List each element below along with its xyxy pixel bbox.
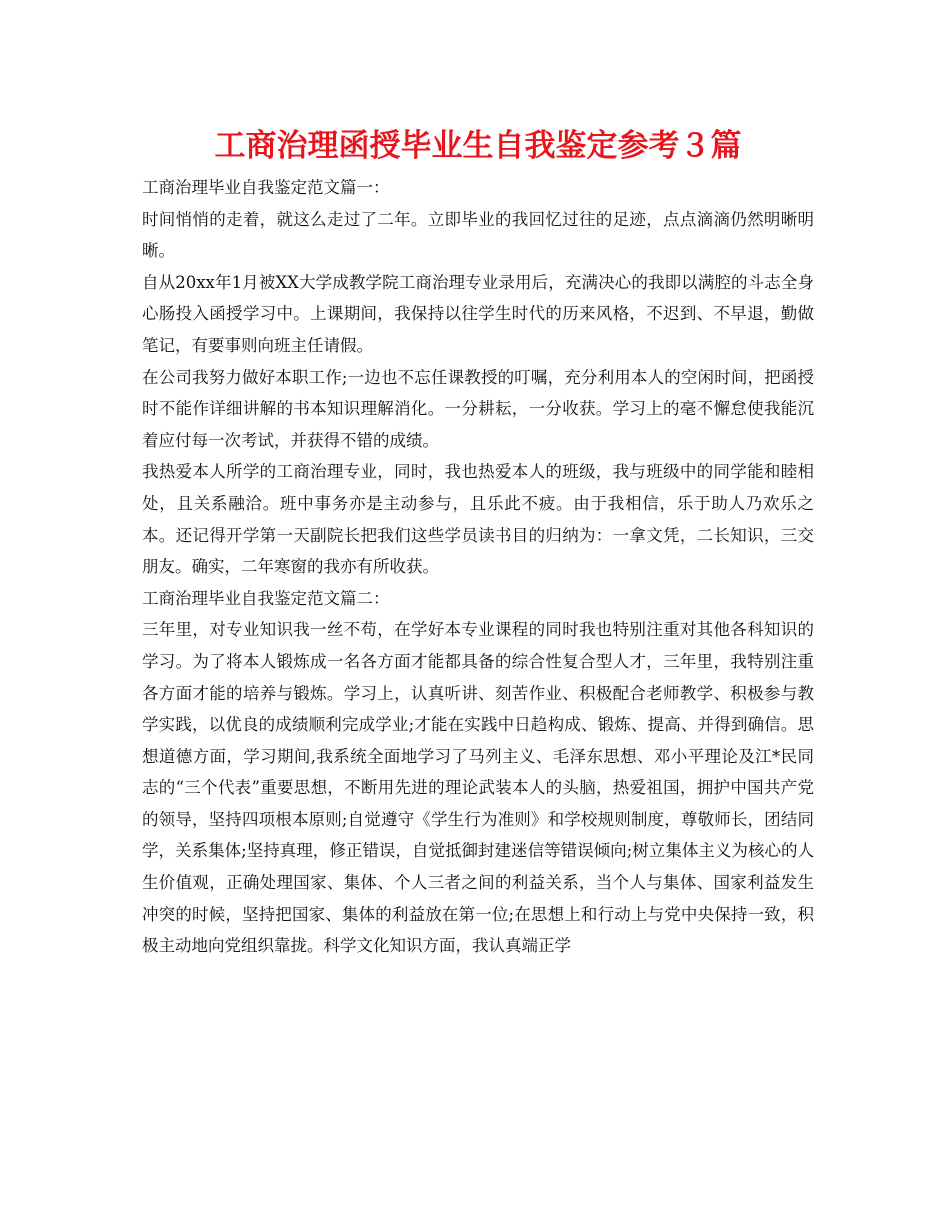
section-heading-1: 工商治理毕业自我鉴定范文篇一：: [142, 178, 390, 197]
paragraph: 自从20xx年1月被XX大学成教学院工商治理专业录用后，充满决心的我即以满腔的斗志全身心肠投入函授学习中。上课期间，我保持以往学生时代的历来风格，不迟到、不早退，勤做笔记，有要事则向班主任请假。: [142, 272, 814, 355]
document-title: 工商治理函授毕业生自我鉴定参考３篇: [214, 128, 742, 164]
paragraph: 在公司我努力做好本职工作;一边也不忘任课教授的叮嘱，充分利用本人的空闲时间，把函授时不能作详细讲解的书本知识理解消化。一分耕耘，一分收获。学习上的毫不懈怠使我能沉着应付每一次考试，并获得不错的成绩。: [142, 367, 814, 450]
paragraph: 时间悄悄的走着，就这么走过了二年。立即毕业的我回忆过往的足迹，点点滴滴仍然明晰明晰。: [142, 209, 814, 261]
document-page: [142, 120, 814, 962]
paragraph: 我热爱本人所学的工商治理专业，同时，我也热爱本人的班级，我与班级中的同学能和睦相处，且关系融洽。班中事务亦是主动参与，且乐此不疲。由于我相信，乐于助人乃欢乐之本。还记得开学第一天副院长把我们这些学员读书目的归纳为：一拿文凭，二长知识，三交朋友。确实，二年寒窗的我亦有所收获。: [142, 462, 814, 577]
document-body: [142, 172, 814, 962]
section-heading-2: 工商治理毕业自我鉴定范文篇二：: [142, 588, 390, 608]
paragraph: 三年里，对专业知识我一丝不苟，在学好本专业课程的同时我也特别注重对其他各科知识的学习。为了将本人锻炼成一名各方面才能都具备的综合性复合型人才，三年里，我特别注重各方面才能的培养与锻炼。学习上，认真听讲、刻苦作业、积极配合老师教学、积极参与教学实践，以优良的成绩顺利完成学业;才能在实践中日趋构成、锻炼、提高、并得到确信。思想道德方面，学习期间,我系统全面地学习了马列主义、毛泽东思想、邓小平理论及江*民同志的“三个代表”重要思想，不断用先进的理论武装本人的头脑，热爱祖国，拥护中国共产党的领导，坚持四项根本原则;自觉遵守《学生行为准则》和学校规则制度，尊敬师长，团结同学，关系集体;坚持真理，修正错误，自觉抵御封建迷信等错误倾向;树立集体主义为核心的人生价值观，正确处理国家、集体、个人三者之间的利益关系，当个人与集体、国家利益发生冲突的时候，坚持把国家、集体的利益放在第一位;在思想上和行动上与党中央保持一致，积极主动地向党组织靠拢。科学文化知识方面，我认真端正学: [142, 620, 814, 956]
